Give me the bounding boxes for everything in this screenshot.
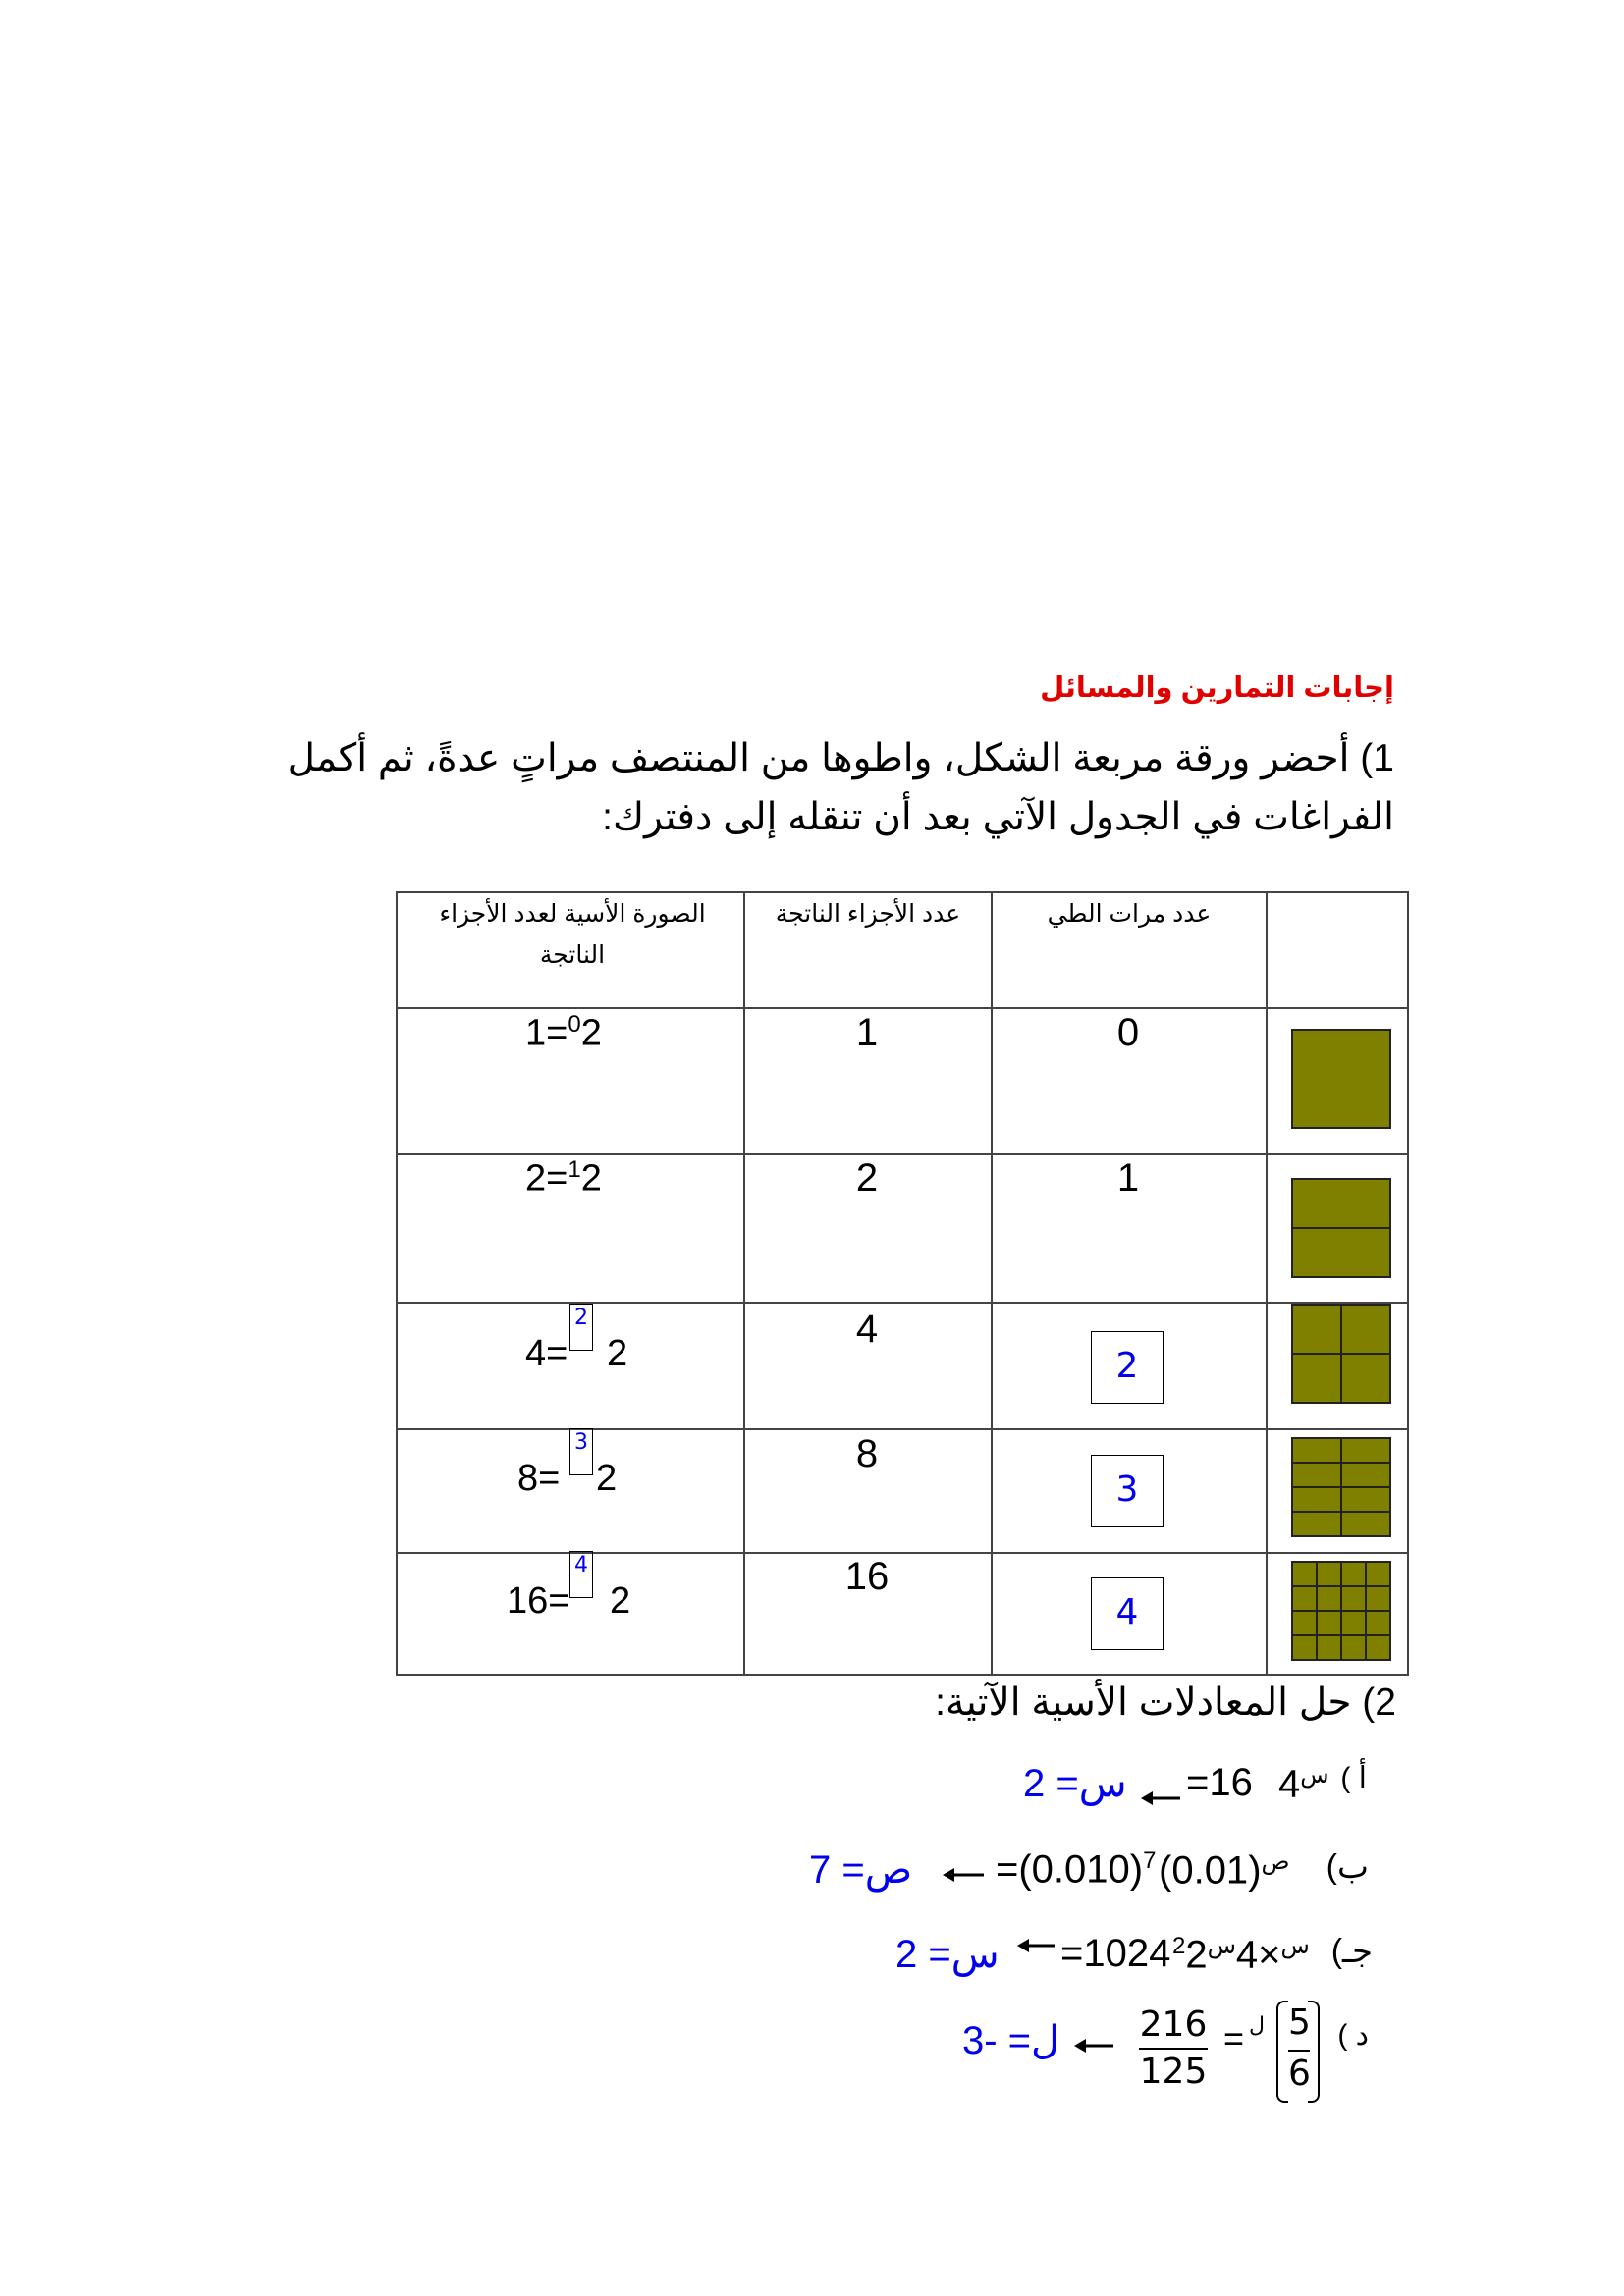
arrow-left-icon	[1074, 2036, 1115, 2056]
folds-answer-box: 4	[1091, 1577, 1164, 1650]
exponential-cell: 2=$^1$2	[525, 1156, 602, 1200]
folds-cell: 0	[1116, 1011, 1140, 1054]
eq-d-answer: ل= -3	[962, 2019, 1060, 2062]
square-shape-quarters	[1291, 1304, 1391, 1404]
exponential-cell: 1=$^0$2	[525, 1011, 602, 1054]
parts-cell: 8	[855, 1432, 879, 1475]
eq-b-expression: $=(0.010)^7$	[996, 1847, 1157, 1892]
eq-c-expression: $^{2س}\times 4^س2$	[1172, 1933, 1310, 1977]
eq-c-label: جـ)	[1330, 1933, 1373, 1970]
eq-d-rhs: 216 125	[1139, 2004, 1208, 2092]
eq-b-label: ب)	[1326, 1848, 1369, 1886]
eq-d-equals: =	[1223, 2018, 1245, 2058]
question-1-line-2: الفراغات في الجدول الآتي بعد أن تنقله إلى دفترك:	[602, 796, 1394, 838]
arrow-left-icon	[1017, 1936, 1056, 1955]
header-folds: عدد مرات الطي	[1047, 900, 1212, 928]
arrow-left-icon	[943, 1865, 986, 1885]
exponential-cell: 8=	[517, 1458, 561, 1499]
exponential-cell: 16=	[507, 1580, 570, 1622]
square-shape-halves	[1291, 1178, 1391, 1278]
square-shape-sixteenths	[1291, 1561, 1391, 1661]
header-exponential: الصورة الأسية لعدد الأجزاء الناتجة	[439, 900, 706, 969]
question-1-line-1: 1) أحضر ورقة مربعة الشكل، واطوها من المنتصف مراتٍ عدةً، ثم أكمل	[287, 737, 1394, 779]
question-2-title: 2) حل المعادلات الأسية الآتية:	[935, 1682, 1396, 1724]
eq-a-answer: س= 2	[1023, 1762, 1127, 1805]
folds-cell: 1	[1116, 1156, 1140, 1200]
square-shape	[1291, 1029, 1391, 1129]
exponent-base: 2	[610, 1580, 631, 1622]
eq-a-expression: =16	[1186, 1761, 1253, 1804]
exponent-answer-box: 4	[569, 1551, 593, 1598]
folding-table	[396, 891, 1409, 1675]
eq-d-fraction-left: 5 6	[1276, 2001, 1318, 2103]
eq-d-power: ل	[1249, 2012, 1265, 2037]
exponent-answer-box: 2	[569, 1304, 593, 1351]
arrow-left-icon	[1141, 1789, 1182, 1808]
eq-a-label: أ )	[1340, 1762, 1367, 1794]
square-shape-eighths	[1291, 1437, 1391, 1537]
exponent-base: 2	[596, 1458, 618, 1499]
parts-cell: 4	[855, 1308, 879, 1351]
parts-cell: 1	[855, 1011, 879, 1054]
eq-b-answer: ص= 7	[809, 1848, 913, 1892]
exponent-answer-box: 3	[569, 1428, 593, 1475]
eq-d-label: د )	[1337, 2019, 1369, 2052]
eq-b-lhs: $^ص$(0.01)	[1159, 1848, 1290, 1893]
exponent-base: 2	[607, 1333, 628, 1374]
eq-a-base: $^س$4	[1278, 1762, 1329, 1806]
parts-cell: 2	[855, 1156, 879, 1200]
folds-answer-box: 2	[1091, 1331, 1164, 1404]
parts-cell: 16	[844, 1555, 890, 1598]
eq-c-rhs: =1024	[1060, 1932, 1171, 1975]
folds-answer-box: 3	[1091, 1455, 1164, 1527]
exponential-cell: 4=	[525, 1333, 568, 1374]
page-title: إجابات التمارين والمسائل	[1040, 672, 1394, 704]
header-parts: عدد الأجزاء الناتجة	[775, 900, 961, 928]
eq-c-answer: س= 2	[895, 1933, 1000, 1976]
